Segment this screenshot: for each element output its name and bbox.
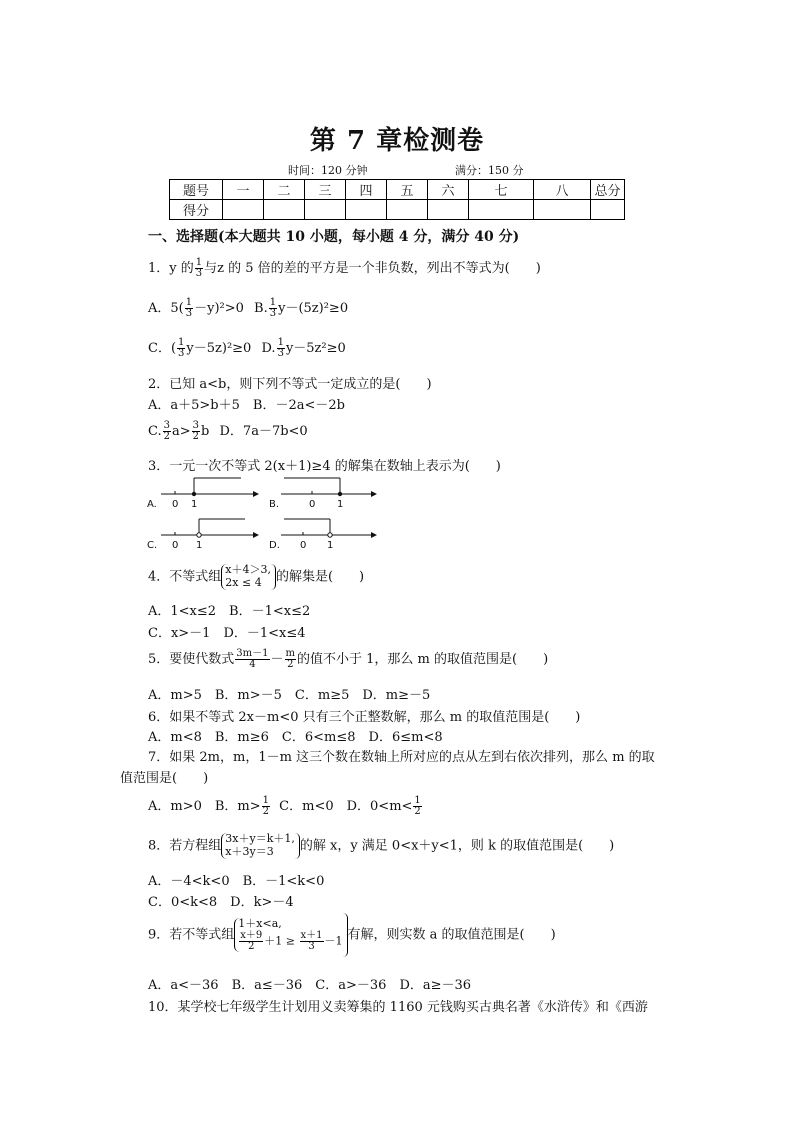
svg-text:A.: A. xyxy=(147,499,157,510)
question-5-stem: 5．要使代数式 $\frac{3m-1}{4}$ － $\frac{m}{2}$ 的值不小于 1，那么 m 的取值范围是( ) xyxy=(148,648,549,670)
score-cell[interactable] xyxy=(469,200,534,220)
question-4-options-ab: A．1<x≤2 B．－1<x≤2 xyxy=(148,604,311,619)
question-8-stem: 8．若方程组 3x＋y＝k＋1, x＋3y＝3 的解 x，y 满足 0<x＋y<1，则 k 的取值范围是( ) xyxy=(148,832,615,858)
svg-text:0: 0 xyxy=(300,540,307,551)
question-3-stem: 3．一元一次不等式 2(x＋1)≥4 的解集在数轴上表示为( ) xyxy=(148,459,501,474)
svg-text:1: 1 xyxy=(191,499,198,510)
equation-system: 3x＋y＝k＋1, x＋3y＝3 xyxy=(221,833,295,858)
question-10-stem: 10．某学校七年级学生计划用义卖筹集的 1160 元钱购买古典名著《水浒传》和《西游 xyxy=(148,1000,648,1015)
number-line-option-d[interactable] xyxy=(269,519,377,551)
score-cell[interactable] xyxy=(305,200,346,220)
equation-system: x＋4＞3, 2x ≤ 4 xyxy=(221,564,271,589)
score-table-score-row xyxy=(170,200,625,220)
header-cell: 八 xyxy=(534,180,591,200)
score-cell[interactable] xyxy=(223,200,264,220)
svg-text:0: 0 xyxy=(172,540,179,551)
number-line-option-a[interactable] xyxy=(147,478,259,510)
question-9-stem: 9．若不等式组 1＋x<a, $\frac{x+9}{2}$ ＋1 ≥ $\frac{x+1}{3}$ －1 有解，则实数 a 的取值范围是( ) xyxy=(148,913,556,957)
question-8-options-ab: A．－4<k<0 B．－1<k<0 xyxy=(148,874,325,889)
svg-text:1: 1 xyxy=(337,499,344,510)
svg-text:0: 0 xyxy=(309,499,316,510)
header-cell: 题号 xyxy=(170,180,223,200)
score-cell[interactable] xyxy=(534,200,591,220)
svg-text:1: 1 xyxy=(196,540,203,551)
question-2-options-ab: A．a＋5>b＋5 B．－2a<－2b xyxy=(148,398,345,413)
question-1-options-cd: C．( $\frac{1}{3}$ y－5z)²≥0 D. $\frac{1}{3}$ y－5z²≥0 xyxy=(148,337,346,359)
question-4-stem: 4．不等式组 x＋4＞3, 2x ≤ 4 的解集是( ) xyxy=(148,563,365,589)
header-cell: 六 xyxy=(428,180,469,200)
question-2-stem: 2．已知 a<b，则下列不等式一定成立的是( ) xyxy=(148,377,432,392)
score-cell[interactable] xyxy=(428,200,469,220)
inequality-system: 1＋x<a, $\frac{x+9}{2}$ ＋1 ≥ $\frac{x+1}{3}$ －1 xyxy=(234,918,342,952)
q1-stem-b: 与z 的 5 倍的差的平方是一个非负数，列出不等式为( ) xyxy=(204,261,541,276)
question-9-options: A．a<－36 B．a≤－36 C．a>－36 D．a≥－36 xyxy=(148,978,472,993)
question-7-options: A．m>0 B．m> $\frac{1}{2}$ C．m<0 D．0<m< $\frac{1}{2}$ xyxy=(148,795,421,817)
section-heading: 一、选择题(本大题共 10 小题，每小题 4 分，满分 40 分) xyxy=(148,229,520,245)
score-cell[interactable] xyxy=(387,200,428,220)
fraction: $\frac{1}{3}$ xyxy=(195,257,203,279)
question-1-options-ab: A．5( $\frac{1}{3}$ －y)²>0 B. $\frac{1}{3}$ y－(5z)²≥0 xyxy=(148,297,349,319)
score-cell[interactable] xyxy=(264,200,305,220)
header-cell: 四 xyxy=(346,180,387,200)
svg-text:0: 0 xyxy=(172,499,179,510)
page-title: 第 7 章检测卷 xyxy=(309,126,485,156)
score-cell[interactable] xyxy=(591,200,625,220)
score-cell[interactable] xyxy=(346,200,387,220)
question-7-stem-line1: 7．如果 2m，m，1－m 这三个数在数轴上所对应的点从左到右依次排列，那么 m 的取 xyxy=(148,750,655,765)
header-cell: 总分 xyxy=(591,180,625,200)
header-cell: 三 xyxy=(305,180,346,200)
exam-time: 时间：120 分钟 xyxy=(288,164,368,177)
header-cell: 二 xyxy=(264,180,305,200)
question-6-stem: 6．如果不等式 2x－m<0 只有三个正整数解，那么 m 的取值范围是( ) xyxy=(148,710,581,725)
question-5-options: A．m>5 B．m>－5 C．m≥5 D．m≥－5 xyxy=(148,688,431,703)
svg-text:B.: B. xyxy=(269,499,280,510)
svg-text:D.: D. xyxy=(269,540,280,551)
number-line-options xyxy=(145,474,395,554)
question-2-options-cd: C. $\frac{3}{2}$ a> $\frac{3}{2}$ b D．7a－7b<0 xyxy=(148,420,308,442)
question-4-options-cd: C．x>－1 D．－1<x≤4 xyxy=(148,626,306,641)
exam-full-score: 满分：150 分 xyxy=(455,164,524,177)
row-label: 得分 xyxy=(170,200,223,220)
question-6-options: A．m<8 B．m≥6 C．6<m≤8 D．6≤m<8 xyxy=(148,730,443,745)
score-table-header-row xyxy=(170,180,625,200)
question-7-stem-line2: 值范围是( ) xyxy=(120,771,209,786)
header-cell: 五 xyxy=(387,180,428,200)
header-cell: 七 xyxy=(469,180,534,200)
question-1-stem xyxy=(148,257,541,279)
number-line-option-b[interactable] xyxy=(269,478,377,510)
question-8-options-cd: C．0<k<8 D．k>－4 xyxy=(148,895,294,910)
q1-stem-a: 1．y 的 xyxy=(148,261,194,276)
svg-text:C.: C. xyxy=(147,540,158,551)
svg-text:1: 1 xyxy=(327,540,334,551)
number-line-option-c[interactable] xyxy=(147,519,259,551)
header-cell: 一 xyxy=(223,180,264,200)
score-table xyxy=(169,179,625,220)
